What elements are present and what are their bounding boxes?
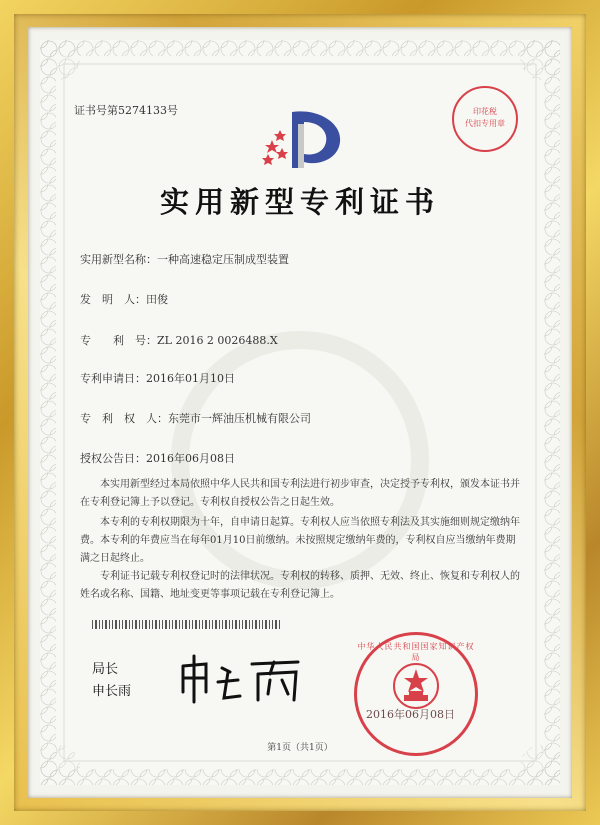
- paragraph-grant: 本实用新型经过本局依照中华人民共和国专利法进行初步审查，决定授予专利权，颁发本证书并在专利登记簿上予以登记。专利权自授权公告之日起生效。: [80, 479, 520, 508]
- director-name: 申长雨: [92, 684, 132, 699]
- certificate-number: 证书号第5274133号: [74, 104, 178, 117]
- field-inventor: [80, 291, 168, 307]
- tax-stamp-line2: 代扣专用章: [465, 119, 505, 128]
- field-label: 专 利 权 人：: [80, 412, 168, 425]
- tax-stamp-seal: [452, 86, 518, 152]
- field-patentee: [80, 410, 311, 426]
- field-application-date: [80, 370, 235, 386]
- field-value: 2016年06月08日: [146, 452, 235, 465]
- page-number: 第1页（共1页）: [267, 743, 333, 753]
- paragraph-legal-status: 专利证书记载专利权登记时的法律状况。专利权的转移、质押、无效、终止、恢复和专利权人的姓名或名称、国籍、地址变更等事项记载在专利登记簿上。: [80, 571, 520, 600]
- field-grant-date: [80, 450, 235, 466]
- paragraph-term: 本专利的专利权期限为十年，自申请日起算。专利权人应当依照专利法及其实施细则规定缴纳年费。本专利的年费应当在每年01月10日前缴纳。未按照规定缴纳年费的，专利权自应当缴纳年费期满之日起终止。: [80, 517, 520, 564]
- handwritten-signature: [178, 652, 308, 707]
- field-label: 发 明 人：: [80, 293, 146, 306]
- certificate-title: 实用新型专利证书: [159, 185, 440, 219]
- barcode-strip: [92, 620, 282, 629]
- field-utility-model-name: [80, 251, 289, 267]
- field-value: ZL 2016 2 0026488.X: [157, 334, 278, 347]
- director-title: 局长: [92, 662, 119, 677]
- field-value: 2016年01月10日: [146, 372, 235, 385]
- tax-stamp-line1: 印花税: [473, 107, 497, 116]
- seal-date: 2016年06月08日: [366, 708, 455, 721]
- field-value: 东莞市一辉油压机械有限公司: [168, 412, 311, 425]
- field-label: 专利申请日：: [80, 372, 146, 385]
- field-patent-number: [80, 332, 278, 348]
- seal-text: 中华人民共和国国家知识产权局: [357, 642, 475, 662]
- field-label: 专 利 号：: [80, 334, 157, 347]
- field-value: 田俊: [146, 293, 168, 306]
- certificate-paper: [40, 40, 560, 785]
- national-ip-office-seal: [354, 632, 478, 756]
- national-emblem-icon: [391, 661, 441, 711]
- field-label: 实用新型名称：: [80, 253, 157, 266]
- field-value: 一种高速稳定压制成型装置: [157, 253, 289, 266]
- patent-office-logo-icon: [262, 104, 352, 174]
- field-label: 授权公告日：: [80, 452, 146, 465]
